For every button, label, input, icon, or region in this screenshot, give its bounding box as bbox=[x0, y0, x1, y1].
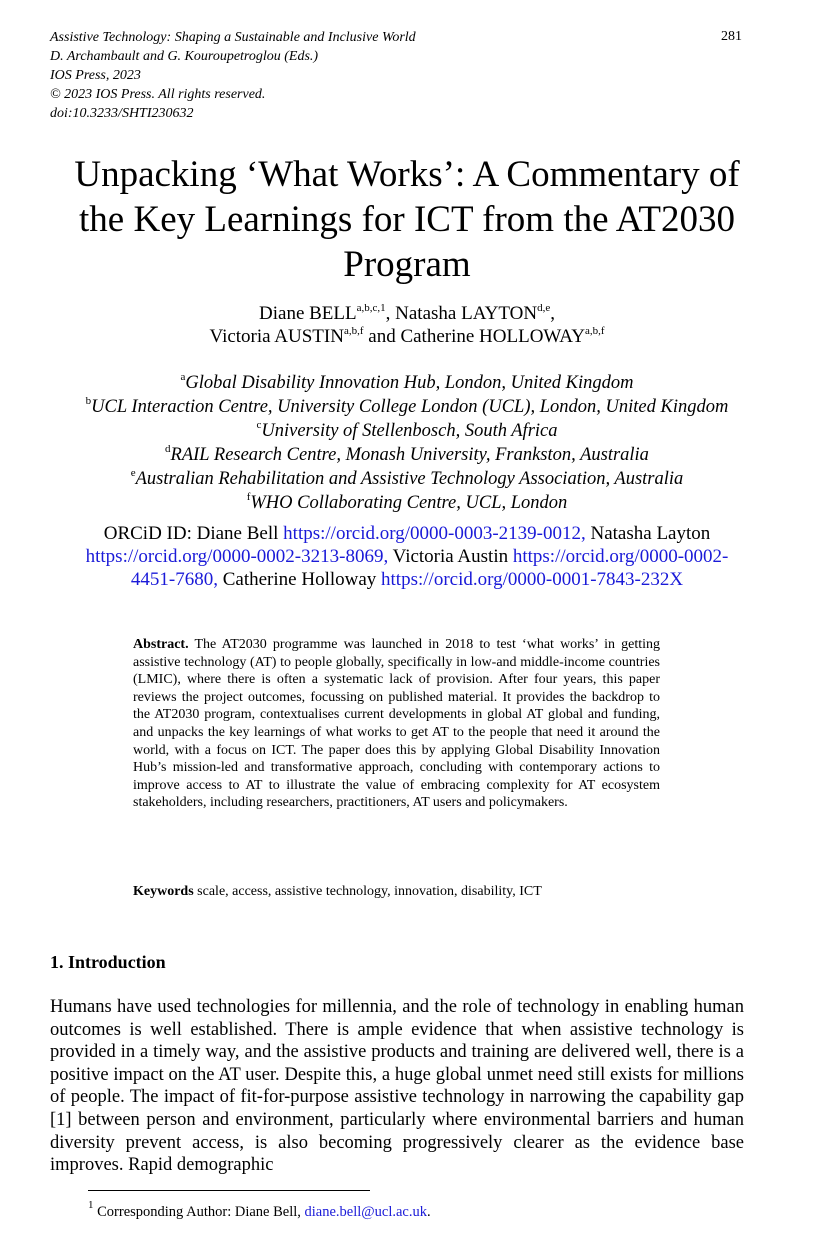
affiliation-marker: c bbox=[256, 419, 262, 431]
author-separator: , bbox=[385, 303, 396, 324]
affiliation bbox=[0, 371, 814, 395]
author-name: Victoria AUSTIN bbox=[209, 326, 344, 347]
affiliation-marker: f bbox=[246, 491, 251, 503]
orcid-author-name: Victoria Austin bbox=[388, 546, 513, 567]
authors-line-2 bbox=[0, 325, 814, 349]
page-number: 281 bbox=[721, 29, 742, 44]
affiliation-text: Global Disability Innovation Hub, London, United Kingdom bbox=[185, 373, 634, 393]
affiliation-marker: d bbox=[165, 443, 171, 455]
section-heading: 1. Introduction bbox=[50, 952, 166, 972]
intro-paragraph: Humans have used technologies for millennia, and the role of technology in enabling human outcomes is well established. There is ample evidence that when assistive technology is provided in a timely way, and the assistive products and training are delivered well, there is a positive impact on the AT user. Despite this, a huge global unmet need still exists for millions of people. The impact of fit-for-purpose assistive technology in narrowing the capability gap [1] between person and environment, particularly where environmental barriers and human diversity prevent access, is also becoming progressively clearer as the evidence base improves. Rapid demographic bbox=[50, 997, 744, 1176]
footnote-divider bbox=[88, 1190, 370, 1191]
affiliation-text: RAIL Research Centre, Monash University, Frankston, Australia bbox=[170, 445, 649, 465]
affiliation-marker: e bbox=[130, 467, 136, 479]
journal-title: Assistive Technology: Shaping a Sustainable and Inclusive World bbox=[50, 30, 416, 45]
orcid-line-3 bbox=[0, 568, 814, 592]
footnote-marker: 1 bbox=[88, 1199, 94, 1211]
editors-line: D. Archambault and G. Kouroupetroglou (Eds.) bbox=[50, 49, 319, 64]
footnote-end: . bbox=[427, 1204, 431, 1220]
title-line-1: Unpacking ‘What Works’: A Commentary of bbox=[74, 154, 740, 195]
orcid-author-name: Catherine Holloway bbox=[217, 569, 382, 590]
doi-line: doi:10.3233/SHTI230632 bbox=[50, 106, 194, 121]
author-affil-sup: a,b,c,1 bbox=[356, 302, 386, 314]
author-name: Natasha LAYTON bbox=[395, 303, 538, 324]
affiliation-text: UCL Interaction Centre, University College London (UCL), London, United Kingdom bbox=[91, 397, 729, 417]
affiliation bbox=[0, 467, 814, 491]
email-link[interactable]: diane.bell@ucl.ac.uk bbox=[304, 1204, 427, 1220]
orcid-link[interactable]: https://orcid.org/0000-0001-7843-232X bbox=[381, 569, 684, 590]
author-affil-sup: a,b,f bbox=[584, 325, 605, 337]
keywords-label: Keywords bbox=[133, 884, 194, 899]
affiliation bbox=[0, 491, 814, 515]
author-name: Diane BELL bbox=[259, 303, 357, 324]
paper-title bbox=[0, 152, 814, 287]
orcid-prefix: ORCiD ID: Diane Bell bbox=[103, 523, 284, 544]
affiliation bbox=[0, 395, 814, 419]
footnote bbox=[88, 1199, 431, 1221]
orcid-line-1 bbox=[0, 522, 814, 546]
author-affil-sup: a,b,f bbox=[343, 325, 364, 337]
keywords-text: scale, access, assistive technology, innovation, disability, ICT bbox=[193, 884, 542, 899]
affiliation-text: University of Stellenbosch, South Africa bbox=[261, 421, 558, 441]
orcid-author-name: Natasha Layton bbox=[585, 523, 711, 544]
abstract-text: The AT2030 programme was launched in 2018 to test ‘what works’ in getting assistive technology (AT) to people globally, specifically in low-and middle-income countries (LMIC), where there is often a systematic lack of provision. After four years, this paper reviews the project outcomes, focussing on published material. It provides the backdrop to the AT2030 program, contextualises current developments in global AT global and funding, and unpacks the key learnings of what works to get AT to the people that need it around the world, with a focus on ICT. The paper does this by applying Global Disability Innovation Hub’s mission-led and transformative approach, concluding with contemporary actions to improve access to AT to illustrate the value of embracing complexity for AT ecosystem stakeholders, including researchers, practitioners, AT users and policymakers. bbox=[133, 637, 660, 811]
affiliation-marker: a bbox=[180, 371, 186, 383]
affiliation bbox=[0, 443, 814, 467]
author-name: Catherine HOLLOWAY bbox=[400, 326, 585, 347]
publisher-line: IOS Press, 2023 bbox=[50, 68, 141, 83]
author-separator: and bbox=[363, 326, 401, 347]
orcid-link[interactable]: 4451-7680, bbox=[130, 569, 218, 590]
orcid-line-2 bbox=[0, 545, 814, 569]
title-line-3: Program bbox=[343, 244, 471, 285]
affiliation-text: WHO Collaborating Centre, UCL, London bbox=[250, 493, 568, 513]
orcid-link[interactable]: https://orcid.org/0000-0002-3213-8069, bbox=[85, 546, 389, 567]
abstract bbox=[133, 636, 660, 812]
orcid-link[interactable]: https://orcid.org/0000-0002- bbox=[512, 546, 729, 567]
footnote-text: Corresponding Author: Diane Bell, bbox=[93, 1204, 305, 1220]
affiliation-marker: b bbox=[85, 395, 92, 407]
copyright-line: © 2023 IOS Press. All rights reserved. bbox=[50, 87, 266, 102]
author-affil-sup: d,e bbox=[537, 302, 551, 314]
orcid-link[interactable]: https://orcid.org/0000-0003-2139-0012, bbox=[283, 523, 586, 544]
keywords bbox=[133, 884, 542, 900]
author-separator: , bbox=[550, 303, 555, 324]
abstract-label: Abstract. bbox=[133, 637, 189, 652]
authors-line-1 bbox=[0, 302, 814, 326]
title-line-2: the Key Learnings for ICT from the AT2030 bbox=[79, 199, 735, 240]
affiliation bbox=[0, 419, 814, 443]
affiliation-text: Australian Rehabilitation and Assistive Technology Association, Australia bbox=[135, 469, 684, 489]
